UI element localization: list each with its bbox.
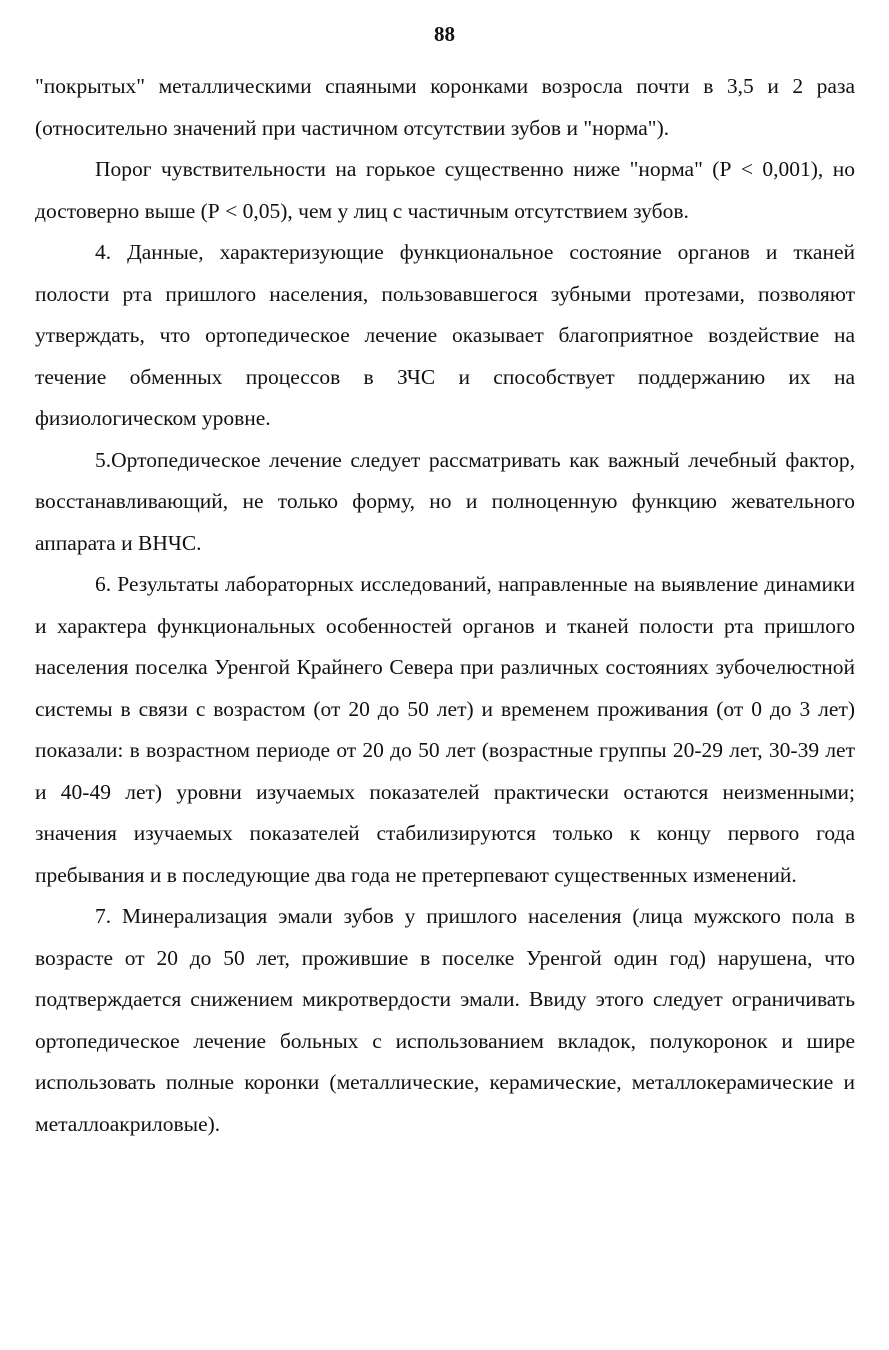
body-text [35, 66, 855, 1145]
paragraph-continuation: "покрытых" металлическими спаяными коронками возросла почти в 3,5 и 2 раза (относительно значений при частичном отсутствии зубов и "норма"). [35, 74, 855, 140]
paragraph-conclusion-4: 4. Данные, характеризующие функциональное состояние органов и тканей полости рта пришлого населения, пользовавшегося зубными протезами, позволяют утверждать, что ортопедическое лечение оказывает благоприятное воздействие на течение обменных процессов в ЗЧС и способствует поддержанию их на физиологическом уровне. [35, 240, 855, 430]
paragraph-conclusion-5: 5.Ортопедическое лечение следует рассматривать как важный лечебный фактор, восстанавливающий, не только форму, но и полноценную функцию жевательного аппарата и ВНЧС. [35, 447, 855, 555]
page-number: 88 [434, 22, 455, 46]
paragraph-conclusion-6: 6. Результаты лабораторных исследований, направленные на выявление динамики и характера функциональных особенностей органов и тканей полости рта пришлого населения поселка Уренгой Крайнего Севера при различных состояниях зубочелюстной системы в связи с возрастом (от 20 до 50 лет) и временем проживания (от 0 до 3 лет) показали: в возрастном периоде от 20 до 50 лет (возрастные группы 20-29 лет, 30-39 лет и 40-49 лет) уровни изучаемых показателей практически остаются неизменными; значения изучаемых показателей стабилизируются только к концу первого года пребывания и в последующие два года не претерпевают существенных изменений. [35, 572, 855, 887]
paragraph-conclusion-7: 7. Минерализация эмали зубов у пришлого населения (лица мужского пола в возрасте от 20 до 50 лет, прожившие в поселке Уренгой один год) нарушена, что подтверждается снижением микротвердости эмали. Ввиду этого следует ограничивать ортопедическое лечение больных с использованием вкладок, полукоронок и шире использовать полные коронки (металлические, керамические, металлокерамические и металлоакриловые). [35, 904, 855, 1136]
paragraph-bitter-threshold: Порог чувствительности на горькое существенно ниже "норма" (Р < 0,001), но достоверно выше (Р < 0,05), чем у лиц с частичным отсутствием зубов. [35, 157, 855, 223]
